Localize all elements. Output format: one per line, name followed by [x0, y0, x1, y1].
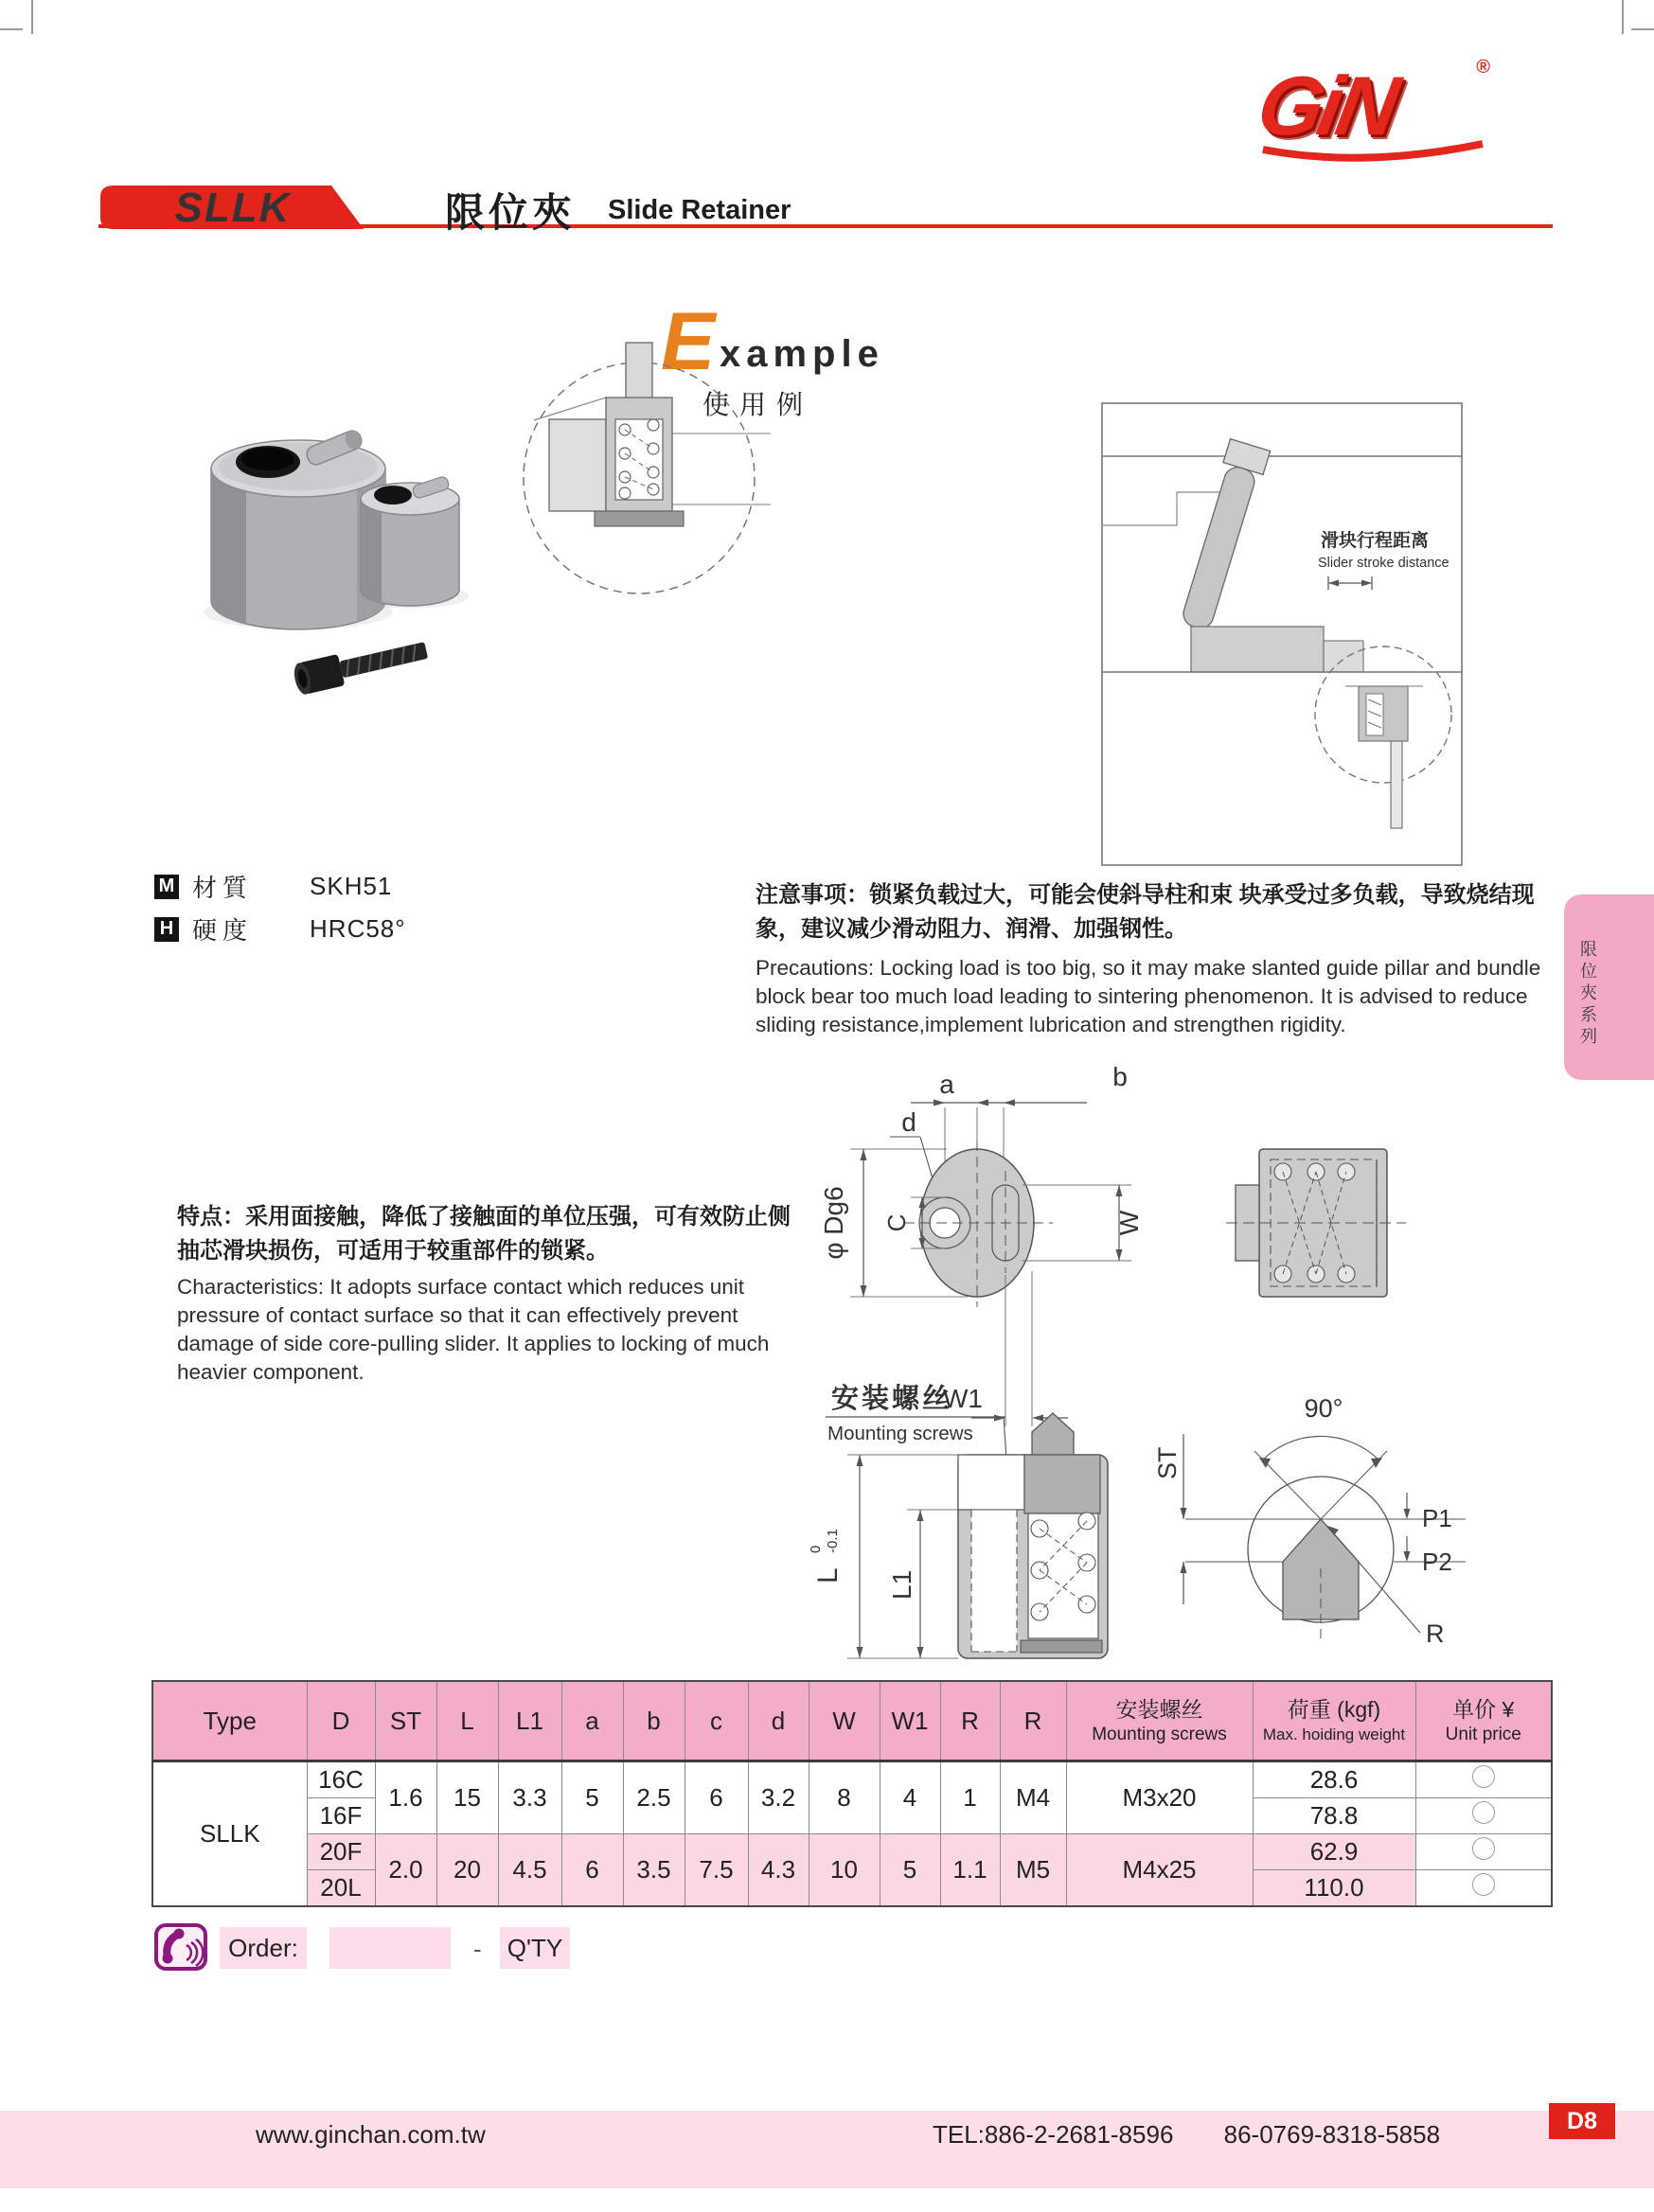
order-model-field: [329, 1927, 451, 1969]
dim-l-tol-hi: 0: [808, 1545, 824, 1553]
spec-table: [151, 1680, 1553, 1907]
r2-cell: M5: [1000, 1834, 1066, 1907]
crop-mark: [1631, 28, 1654, 30]
unit-price-circle: [1472, 1873, 1495, 1896]
order-label-box: [220, 1927, 307, 1969]
table-header-row: [152, 1681, 1552, 1761]
col-st: ST: [375, 1681, 436, 1761]
footer-tel-1: TEL:886-2-2681-8596: [933, 2120, 1174, 2149]
col-price: 单价 ¥ Unit price: [1415, 1681, 1552, 1761]
l-cell: 20: [436, 1834, 498, 1907]
unit-price-circle: [1472, 1765, 1495, 1788]
page-code: D8: [1567, 2107, 1597, 2134]
crop-mark: [31, 0, 33, 34]
dim-p1-label: P1: [1422, 1504, 1452, 1532]
material-label: 材質: [192, 874, 254, 902]
dim-a-label: a: [939, 1070, 954, 1099]
a-cell: 5: [561, 1761, 623, 1834]
logo-swoosh: [1259, 140, 1486, 168]
table-row: [152, 1834, 1552, 1870]
order-qty-box: [500, 1927, 570, 1969]
order-separator: -: [473, 1935, 482, 1963]
w-cell: 8: [809, 1761, 880, 1834]
col-type: Type: [152, 1681, 307, 1761]
size-cell: 16F: [307, 1798, 375, 1834]
hardness-badge: H: [154, 917, 179, 942]
screws-cell: M4x25: [1066, 1834, 1253, 1907]
slider-stroke-label-zh: 滑块行程距离: [1321, 531, 1430, 551]
order-label: Order:: [228, 1933, 298, 1962]
b-cell: 3.5: [623, 1834, 685, 1907]
example-initial: E: [661, 296, 716, 387]
series-side-tab: [1564, 894, 1654, 1080]
crop-mark: [0, 28, 23, 30]
w1-cell: 4: [880, 1761, 940, 1834]
col-b: b: [623, 1681, 685, 1761]
dimension-drawing-section: [805, 1368, 1467, 1685]
unit-price-circle: [1472, 1837, 1495, 1860]
col-w: W: [809, 1681, 880, 1761]
hardness-value: HRC58°: [310, 914, 406, 943]
precautions-en: Precautions: Locking load is too big, so it may make slanted guide pillar and bundle block bear too much load leading to sintering phenomenon. It is advised to reduce sliding resistance,implement lubrication and strengthen rigidity.: [756, 956, 1541, 1036]
r2-cell: M4: [1000, 1761, 1066, 1834]
price-cell: [1415, 1798, 1552, 1834]
hardness-row: [154, 911, 406, 947]
footer-telephone: [933, 2120, 1440, 2150]
dim-dia-label: φ Dg6: [819, 1186, 848, 1260]
page-title-en: Slide Retainer: [608, 195, 791, 225]
material-row: [154, 869, 392, 904]
page-title-zh: 限位夾: [445, 190, 577, 235]
footer-tel-2: 86-0769-8318-5858: [1223, 2120, 1441, 2149]
dim-w-label: W: [1114, 1210, 1144, 1236]
material-value: SKH51: [310, 872, 393, 900]
model-badge: [95, 182, 407, 239]
model-code: SLLK: [174, 185, 292, 231]
dim-l-tol-lo: -0.1: [825, 1529, 841, 1553]
slider-stroke-label-en: Slider stroke distance: [1318, 556, 1449, 571]
col-l: L: [436, 1681, 498, 1761]
col-c: c: [685, 1681, 748, 1761]
dim-b-label: b: [1112, 1062, 1128, 1091]
l1-cell: 3.3: [498, 1761, 561, 1834]
col-r2: R: [1000, 1681, 1066, 1761]
material-badge: M: [154, 875, 179, 899]
price-cell: [1415, 1761, 1552, 1798]
price-cell: [1415, 1870, 1552, 1907]
c-cell: 7.5: [685, 1834, 748, 1907]
series-side-tab-label: 限位夾系列: [1578, 940, 1597, 1049]
characteristics-zh: 特点：采用面接触，降低了接触面的单位压强，可有效防止侧抽芯滑块损伤，可适用于较重部件的锁紧。: [177, 1204, 791, 1264]
section-detail-diagram: [500, 329, 774, 623]
example-word: xample: [720, 333, 884, 375]
size-cell: 20F: [307, 1834, 375, 1870]
example-subtitle-zh: 使用例: [703, 390, 814, 419]
d-cell: 4.3: [748, 1834, 809, 1907]
registered-mark: ®: [1476, 57, 1490, 78]
d-cell: 3.2: [748, 1761, 809, 1834]
hardness-label: 硬度: [192, 916, 254, 945]
order-qty-label: Q'TY: [507, 1933, 563, 1962]
crop-mark: [1622, 0, 1624, 34]
l-cell: 15: [436, 1761, 498, 1834]
dim-c-label: C: [882, 1213, 911, 1232]
mounting-screws-label-zh: 安装螺丝: [831, 1384, 953, 1414]
precautions-zh: 注意事项：锁紧负载过大，可能会使斜导柱和束 块承受过多负载，导致烧结现象，建议减少滑动阻力、润滑、加强钢性。: [756, 882, 1535, 942]
r1-cell: 1.1: [940, 1834, 1000, 1907]
dim-d-label: d: [901, 1107, 916, 1137]
col-r1: R: [940, 1681, 1000, 1761]
r1-cell: 1: [940, 1761, 1000, 1834]
col-l1: L1: [498, 1681, 561, 1761]
characteristics-en: Characteristics: It adopts surface contact which reduces unit pressure of contact surface so that it can effectively prevent damage of side core-pulling slider. It applies to locking of much heavier component.: [177, 1275, 770, 1384]
col-a: a: [561, 1681, 623, 1761]
dim-angle-label: 90°: [1304, 1394, 1343, 1423]
dim-p2-label: P2: [1422, 1548, 1452, 1576]
b-cell: 2.5: [623, 1761, 685, 1834]
footer-website: www.ginchan.com.tw: [256, 2120, 486, 2149]
screws-cell: M3x20: [1066, 1761, 1253, 1834]
weight-cell: 28.6: [1253, 1761, 1415, 1798]
size-cell: 20L: [307, 1870, 375, 1907]
page-code-badge: [1549, 2103, 1615, 2139]
w-cell: 10: [809, 1834, 880, 1907]
dim-l-label: L: [812, 1567, 844, 1584]
col-d-small: d: [748, 1681, 809, 1761]
table-row: [152, 1761, 1552, 1798]
weight-cell: 78.8: [1253, 1798, 1415, 1834]
product-photo: [156, 317, 469, 715]
dim-w1-label: W1: [943, 1384, 983, 1413]
col-d: D: [307, 1681, 375, 1761]
w1-cell: 5: [880, 1834, 940, 1907]
weight-cell: 62.9: [1253, 1834, 1415, 1870]
dim-r-label: R: [1426, 1619, 1445, 1648]
type-cell: SLLK: [152, 1761, 307, 1907]
col-w1: W1: [880, 1681, 940, 1761]
brand-logo: [1251, 57, 1490, 172]
mounting-screws-label-en: Mounting screws: [827, 1423, 973, 1444]
price-cell: [1415, 1834, 1552, 1870]
size-cell: 16C: [307, 1761, 375, 1798]
dim-st-label: ST: [1153, 1446, 1182, 1479]
st-cell: 2.0: [375, 1834, 436, 1907]
weight-cell: 110.0: [1253, 1870, 1415, 1907]
dim-l1-label: L1: [887, 1569, 916, 1600]
unit-price-circle: [1472, 1801, 1495, 1824]
col-screws: 安装螺丝 Mounting screws: [1066, 1681, 1253, 1761]
col-weight: 荷重 (kgf) Max. hoiding weight: [1253, 1681, 1415, 1761]
a-cell: 6: [561, 1834, 623, 1907]
st-cell: 1.6: [375, 1761, 436, 1834]
phone-order-icon: [153, 1922, 208, 1972]
l1-cell: 4.5: [498, 1834, 561, 1907]
brand-logo-text: GiN: [1251, 59, 1402, 152]
mold-assembly-diagram: [1101, 402, 1463, 866]
c-cell: 6: [685, 1761, 748, 1834]
